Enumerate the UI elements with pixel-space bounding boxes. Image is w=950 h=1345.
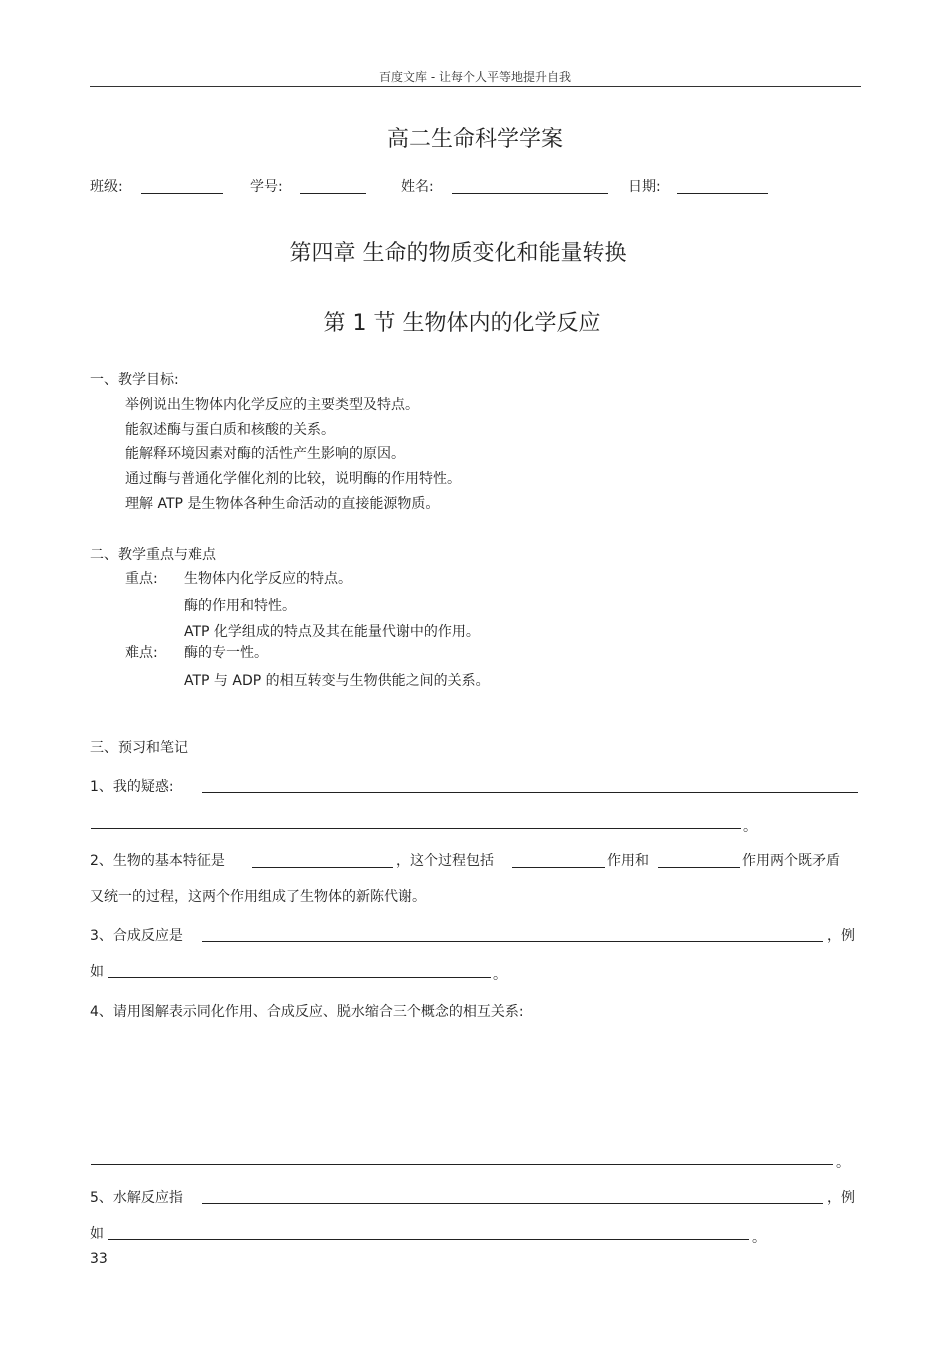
answer-line[interactable] — [108, 1239, 749, 1240]
difficulty-item: ATP 与 ADP 的相互转变与生物供能之间的关系。 — [184, 673, 490, 689]
date-field[interactable] — [677, 193, 768, 194]
running-header: 百度文库 - 让每个人平等地提升自我 — [379, 70, 571, 84]
question-3-part: ，例 — [827, 928, 855, 944]
name-field[interactable] — [452, 193, 608, 194]
focus-item: 生物体内化学反应的特点。 — [184, 571, 352, 587]
answer-blank[interactable] — [658, 867, 740, 868]
id-field[interactable] — [300, 193, 366, 194]
question-2-part: ，这个过程包括 — [396, 853, 494, 869]
answer-line[interactable] — [202, 1203, 823, 1204]
answer-line[interactable] — [202, 792, 858, 793]
focus-item: 酶的作用和特性。 — [184, 598, 296, 614]
class-field[interactable] — [141, 193, 223, 194]
answer-line[interactable] — [91, 828, 741, 829]
question-2-part: 作用和 — [607, 853, 649, 869]
question-5-part: 5、水解反应指 — [90, 1190, 183, 1206]
answer-blank[interactable] — [252, 867, 393, 868]
focus-item: ATP 化学组成的特点及其在能量代谢中的作用。 — [184, 624, 480, 640]
question-5-part: 如 — [90, 1226, 104, 1242]
id-label: 学号: — [250, 179, 283, 195]
name-label: 姓名: — [401, 179, 434, 195]
question-3-part: 如 — [90, 964, 104, 980]
period: 。 — [752, 1230, 766, 1246]
objective-item: 能解释环境因素对酶的活性产生影响的原因。 — [125, 446, 405, 462]
objective-item: 能叙述酶与蛋白质和核酸的关系。 — [125, 422, 335, 438]
section-title: 第 1 节 生物体内的化学反应 — [323, 311, 601, 336]
question-1: 1、我的疑惑: — [90, 779, 174, 795]
difficulty-label: 难点: — [125, 645, 158, 661]
answer-line[interactable] — [108, 977, 491, 978]
header-rule — [90, 86, 861, 87]
document-title: 高二生命科学学案 — [386, 127, 563, 152]
period: 。 — [493, 967, 507, 983]
period: 。 — [743, 819, 757, 835]
chapter-title: 第四章 生命的物质变化和能量转换 — [289, 241, 627, 266]
keypoints-heading: 二、教学重点与难点 — [90, 547, 216, 563]
answer-line[interactable] — [202, 941, 823, 942]
question-2-part: 2、生物的基本特征是 — [90, 853, 225, 869]
question-5-part: ，例 — [827, 1190, 855, 1206]
objective-item: 通过酶与普通化学催化剂的比较，说明酶的作用特性。 — [125, 471, 461, 487]
difficulty-item: 酶的专一性。 — [184, 645, 268, 661]
question-2-line2: 又统一的过程，这两个作用组成了生物体的新陈代谢。 — [90, 889, 426, 905]
answer-blank[interactable] — [512, 867, 605, 868]
objectives-heading: 一、教学目标: — [90, 372, 179, 388]
question-3-part: 3、合成反应是 — [90, 928, 183, 944]
class-label: 班级: — [90, 179, 123, 195]
answer-line[interactable] — [91, 1164, 833, 1165]
page-number: 33 — [90, 1251, 108, 1267]
period: 。 — [836, 1155, 850, 1171]
date-label: 日期: — [628, 179, 661, 195]
question-4: 4、请用图解表示同化作用、合成反应、脱水缩合三个概念的相互关系: — [90, 1004, 524, 1020]
notes-heading: 三、预习和笔记 — [90, 740, 188, 756]
objective-item: 理解 ATP 是生物体各种生命活动的直接能源物质。 — [125, 496, 440, 512]
objective-item: 举例说出生物体内化学反应的主要类型及特点。 — [125, 397, 419, 413]
focus-label: 重点: — [125, 571, 158, 587]
question-2-part: 作用两个既矛盾 — [742, 853, 840, 869]
